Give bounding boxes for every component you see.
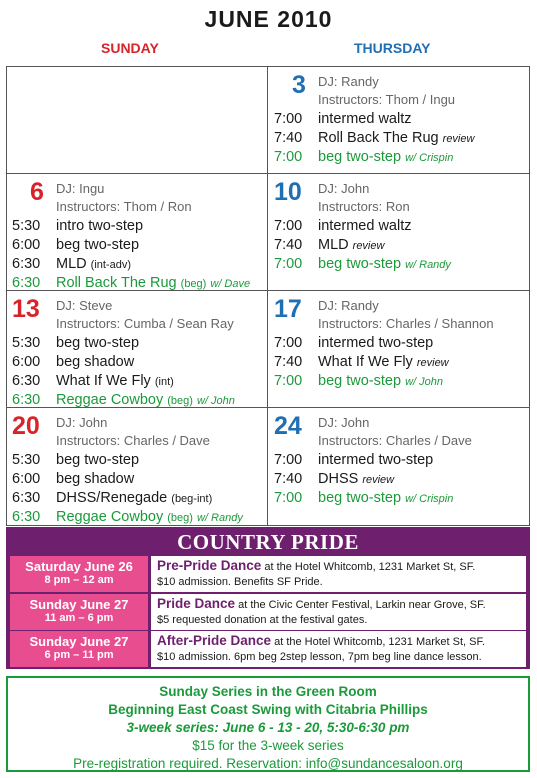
class-time: 7:00 [274,218,303,234]
class-note: review [442,133,475,145]
class-name: intro two-step [56,218,144,234]
thursday-header: THURSDAY [354,40,431,56]
class-note: w/ John [196,395,235,407]
day-number: 20 [12,412,40,440]
class-note: w/ John [405,376,443,388]
day-cell-sunday [12,174,270,291]
day-number: 13 [12,295,40,323]
class-note: w/ Dave [210,278,251,290]
class-entry [274,451,433,469]
class-name: MLD [318,237,349,253]
class-entry [274,489,453,508]
class-time: 7:00 [274,256,303,272]
class-time: 7:00 [274,452,303,468]
class-entry [12,489,212,508]
class-level: (beg-int) [171,493,213,505]
class-time: 7:00 [274,335,303,351]
dj-name: DJ: John [318,181,370,196]
series-dates: 3-week series: June 6 - 13 - 20, 5:30-6:30 pm [126,720,410,735]
class-note: review [416,357,449,369]
class-name: beg two-step [318,490,402,506]
calendar-title: JUNE 2010 [204,6,333,32]
class-time: 7:40 [274,237,303,253]
pride-event-day: Saturday June 26 [25,559,133,574]
class-note: review [362,474,395,486]
instructors: Instructors: Ron [318,199,410,214]
day-cell-sunday [12,408,270,525]
pride-event-details: $5 requested donation at the festival gates. [157,614,368,626]
instructors: Instructors: Charles / Dave [318,433,472,448]
dj-name: DJ: Randy [318,74,379,89]
class-name: beg two-step [318,149,402,165]
day-number: 3 [292,71,306,99]
class-time: 6:00 [12,237,41,253]
class-entry [12,236,139,254]
class-note: w/ Crispin [405,152,454,164]
class-time: 6:30 [12,490,41,506]
class-level: (int) [154,376,174,388]
pride-event-time: 6 pm – 11 pm [44,649,114,661]
class-time: 6:00 [12,354,41,370]
class-entry [274,217,411,235]
pride-event-venue: at the Hotel Whitcomb, 1231 Market St, SF. [271,636,486,648]
pride-event-name: Pride Dance [157,596,236,611]
class-name: beg shadow [56,471,135,487]
dj-name: DJ: John [56,415,108,430]
day-number: 10 [274,178,302,206]
pride-event-date [10,631,148,667]
dj-name: DJ: Ingu [56,181,105,196]
class-time: 7:40 [274,471,303,487]
sunday-header: SUNDAY [101,40,159,56]
class-entry [12,353,134,371]
class-time: 5:30 [12,218,41,234]
day-cell-thursday [274,291,532,403]
instructors: Instructors: Cumba / Sean Ray [56,316,234,331]
day-cell-sunday [12,291,270,408]
class-name: MLD [56,256,87,272]
series-heading: Sunday Series in the Green Room [159,684,377,699]
class-time: 7:00 [274,490,303,506]
pride-event-row [10,556,526,592]
class-name: beg two-step [318,256,402,272]
day-number: 24 [274,412,302,440]
class-time: 5:30 [12,452,41,468]
pride-event-time: 8 pm – 12 am [44,574,114,586]
series-registration: Pre-registration required. Reservation: info@sundancesaloon.org [73,756,463,771]
class-time: 6:30 [12,256,41,272]
class-entry [12,255,131,274]
pride-event-name: Pre-Pride Dance [157,558,262,573]
class-time: 7:40 [274,130,303,146]
class-name: Roll Back The Rug [56,275,177,291]
class-entry [274,148,453,167]
pride-event-day: Sunday June 27 [29,597,129,612]
class-time: 7:40 [274,354,303,370]
class-time: 7:00 [274,111,303,127]
class-entry [12,470,134,488]
class-time: 7:00 [274,149,303,165]
class-level: (int-adv) [90,259,131,271]
day-number: 17 [274,295,302,323]
class-entry [274,129,474,148]
class-entry [12,334,139,352]
class-name: Reggae Cowboy [56,392,164,408]
class-entry [12,372,174,391]
pride-event-description [151,631,526,667]
class-entry [12,451,139,469]
dj-name: DJ: Steve [56,298,113,313]
instructors: Instructors: Charles / Dave [56,433,210,448]
instructors: Instructors: Charles / Shannon [318,316,494,331]
class-name: What If We Fly [318,354,413,370]
class-name: intermed two-step [318,452,434,468]
pride-event-row [10,594,526,630]
pride-event-details: $10 admission. Benefits SF Pride. [157,576,323,588]
class-time: 6:30 [12,509,41,525]
class-name: beg two-step [56,335,140,351]
class-entry [274,334,433,352]
class-time: 7:00 [274,373,303,389]
class-entry [12,217,143,235]
class-name: intermed two-step [318,335,434,351]
instructors: Instructors: Thom / Ingu [318,92,456,107]
series-price: $15 for the 3-week series [192,738,344,753]
country-pride-section [6,527,530,669]
class-note: review [352,240,385,252]
class-name: Reggae Cowboy [56,509,164,525]
class-entry [274,372,443,391]
day-cell-thursday [274,67,532,179]
class-time: 5:30 [12,335,41,351]
pride-event-name: After-Pride Dance [157,633,272,648]
class-name: Roll Back The Rug [318,130,439,146]
class-name: intermed waltz [318,218,412,234]
country-pride-title: COUNTRY PRIDE [177,530,359,554]
class-time: 6:30 [12,275,41,291]
class-entry [274,236,384,255]
class-time: 6:00 [12,471,41,487]
class-level: (beg) [180,278,207,290]
class-entry [274,470,394,489]
instructors: Instructors: Thom / Ron [56,199,192,214]
class-name: DHSS [318,471,359,487]
sunday-series-box [6,676,530,772]
pride-event-description [151,556,526,592]
pride-event-venue: at the Civic Center Festival, Larkin near Grove, SF. [235,599,486,611]
class-time: 6:30 [12,373,41,389]
pride-event-row [10,631,526,667]
class-entry [12,508,243,527]
class-time: 6:30 [12,392,41,408]
pride-event-time: 11 am – 6 pm [44,612,114,624]
class-name: What If We Fly [56,373,151,389]
class-name: beg two-step [56,237,140,253]
class-note: w/ Randy [196,512,243,524]
class-entry [274,353,449,372]
class-level: (beg) [167,395,193,407]
series-title: Beginning East Coast Swing with Citabria Phillips [108,702,428,717]
pride-event-venue: at the Hotel Whitcomb, 1231 Market St, SF. [261,561,476,573]
day-number: 6 [30,178,44,206]
class-name: intermed waltz [318,111,412,127]
class-name: beg two-step [318,373,402,389]
pride-event-description [151,594,526,630]
class-note: w/ Crispin [405,493,454,505]
pride-event-date [10,594,148,630]
class-name: DHSS/Renegade [56,490,168,506]
class-name: beg shadow [56,354,135,370]
pride-event-date [10,556,148,592]
class-entry [274,255,451,274]
class-name: beg two-step [56,452,140,468]
dj-name: DJ: Randy [318,298,379,313]
day-cell-thursday [274,408,532,520]
class-note: w/ Randy [405,259,451,271]
pride-event-day: Sunday June 27 [29,634,129,649]
dj-name: DJ: John [318,415,370,430]
pride-event-details: $10 admission. 6pm beg 2step lesson, 7pm beg line dance lesson. [157,651,482,663]
day-cell-thursday [274,174,532,286]
class-entry [274,110,411,128]
class-level: (beg) [167,512,193,524]
